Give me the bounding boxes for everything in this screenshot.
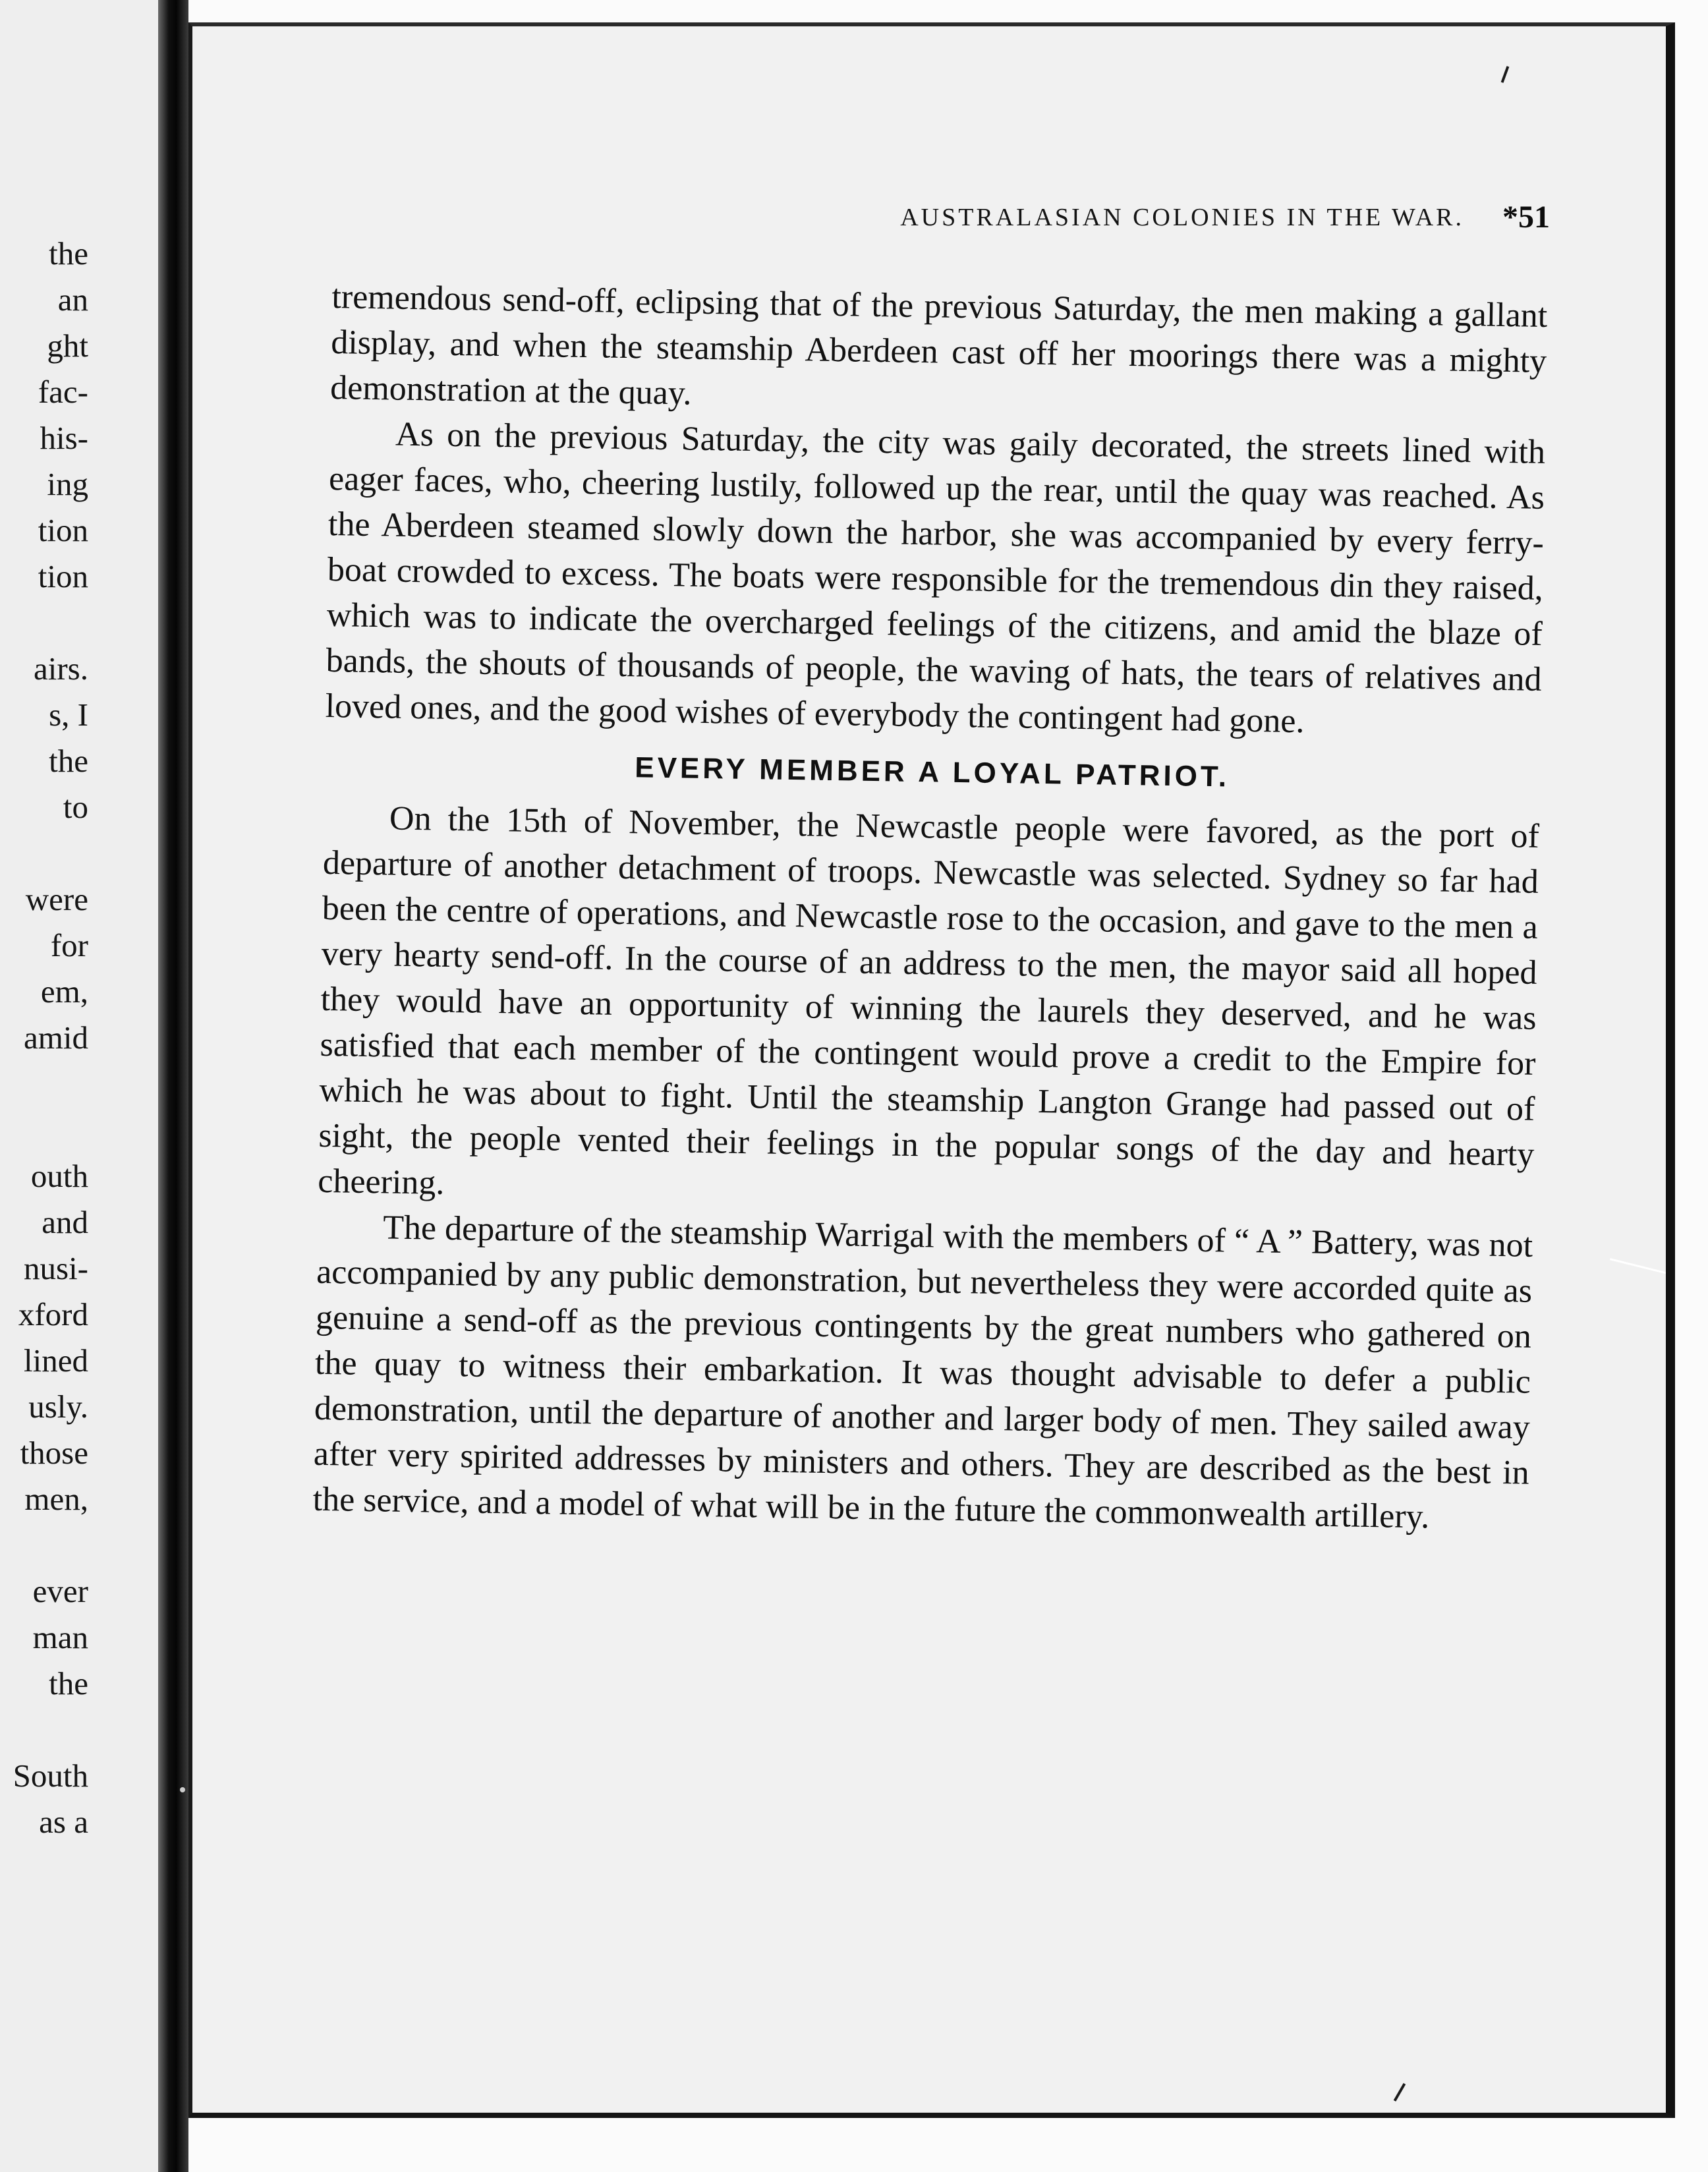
facing-line: South (13, 1758, 88, 1794)
facing-line: tion (38, 558, 88, 594)
facing-line: em, (40, 973, 88, 1010)
running-header-title: AUSTRALASIAN COLONIES IN THE WAR. (900, 204, 1464, 231)
page-body (312, 274, 1548, 1541)
facing-line (0, 830, 173, 876)
facing-line: to (63, 789, 88, 825)
facing-line: ing (47, 466, 88, 502)
facing-line: lined (24, 1342, 88, 1379)
facing-page-edge (0, 0, 173, 2172)
facing-line: the (49, 1665, 88, 1701)
facing-line: were (25, 881, 88, 917)
facing-line: and (42, 1204, 88, 1240)
scan-speck (1394, 2083, 1406, 2101)
facing-line: those (20, 1435, 88, 1471)
facing-line: his- (40, 420, 88, 456)
facing-line (0, 1061, 173, 1107)
scan-speck (180, 1787, 185, 1792)
facing-line (0, 1707, 173, 1753)
facing-line: usly. (28, 1388, 88, 1425)
facing-line: amid (24, 1019, 88, 1056)
book-binding-gutter (158, 0, 188, 2172)
facing-line: s, I (49, 697, 88, 733)
facing-line: outh (30, 1158, 88, 1194)
section-heading: EVERY MEMBER A LOYAL PATRIOT. (634, 751, 1230, 793)
facing-line: men, (24, 1481, 88, 1517)
facing-line: man (32, 1619, 88, 1655)
facing-line: ever (32, 1573, 88, 1609)
body-paragraph: As on the previous Saturday, the city was gaily decorated, the streets lined with eager faces, who, cheering lustily, followed up the rear, until the quay was reached. As the Aberdeen steamed slowly down the harbor, she was accompanied by every ferry-boat crowded to excess. The boats were responsible for the tremendous din they raised, which was to indicate the overcharged feelings of the citizens, and amid the blaze of bands, the shouts of thousands of people, the waving of hats, the tears of relatives and loved ones, and the good wishes of everybody the contingent had gone. (325, 415, 1546, 741)
facing-line: airs. (34, 650, 88, 687)
page-number: *51 (1502, 200, 1550, 235)
facing-page-text-fragments (0, 231, 173, 1845)
body-paragraph: The departure of the steamship Warrigal with the members of “ A ” Battery, was not accompanied by any public demonstration, but nevertheless they were accorded quite as genuine a send-off as the previous contingents by the great numbers who gathered on the quay to witness their embarkation. It was thought advisable to defer a public demonstration, until the departure of another and larger body of men. They sailed away after very spirited addresses by ministers and others. They are described as the best in the service, and a model of what will be in the future the commonwealth artillery. (312, 1209, 1533, 1536)
facing-line (0, 1522, 173, 1568)
facing-line: the (49, 235, 88, 272)
facing-line: the (49, 743, 88, 779)
body-paragraph: On the 15th of November, the Newcastle people were favored, as the port of departure of another detachment of troops. Newcastle was selected. Sydney so far had been the centre of operations, and Newcastle rose to the occasion, and gave to the men a very hearty send-off. In the course of an address to the men, the mayor said all hoped they would have an opportunity of winning the laurels they deserved, and he was satisfied that each member of the contingent would prove a credit to the Empire for which he was about to fight. Until the steamship Langton Grange had passed out of sight, the people vented their feelings in the popular songs of the day and hearty cheering. (317, 799, 1540, 1202)
facing-line: ght (47, 328, 88, 364)
facing-line (0, 1107, 173, 1153)
facing-line: as a (39, 1804, 88, 1840)
facing-line: an (57, 281, 88, 318)
scan-speck (1610, 1258, 1668, 1274)
facing-line: xford (18, 1296, 88, 1332)
scan-speck (1501, 66, 1510, 83)
facing-line: for (50, 927, 88, 963)
book-page (188, 22, 1675, 2118)
facing-line: tion (38, 512, 88, 548)
facing-line: nusi- (24, 1250, 88, 1286)
body-paragraph: tremendous send-off, eclipsing that of the previous Saturday, the men making a gallant display, and when the steamship Aberdeen cast off her moorings there was a mighty demonstration at the quay. (329, 277, 1548, 413)
facing-line: fac- (38, 374, 88, 410)
facing-line (0, 600, 173, 646)
